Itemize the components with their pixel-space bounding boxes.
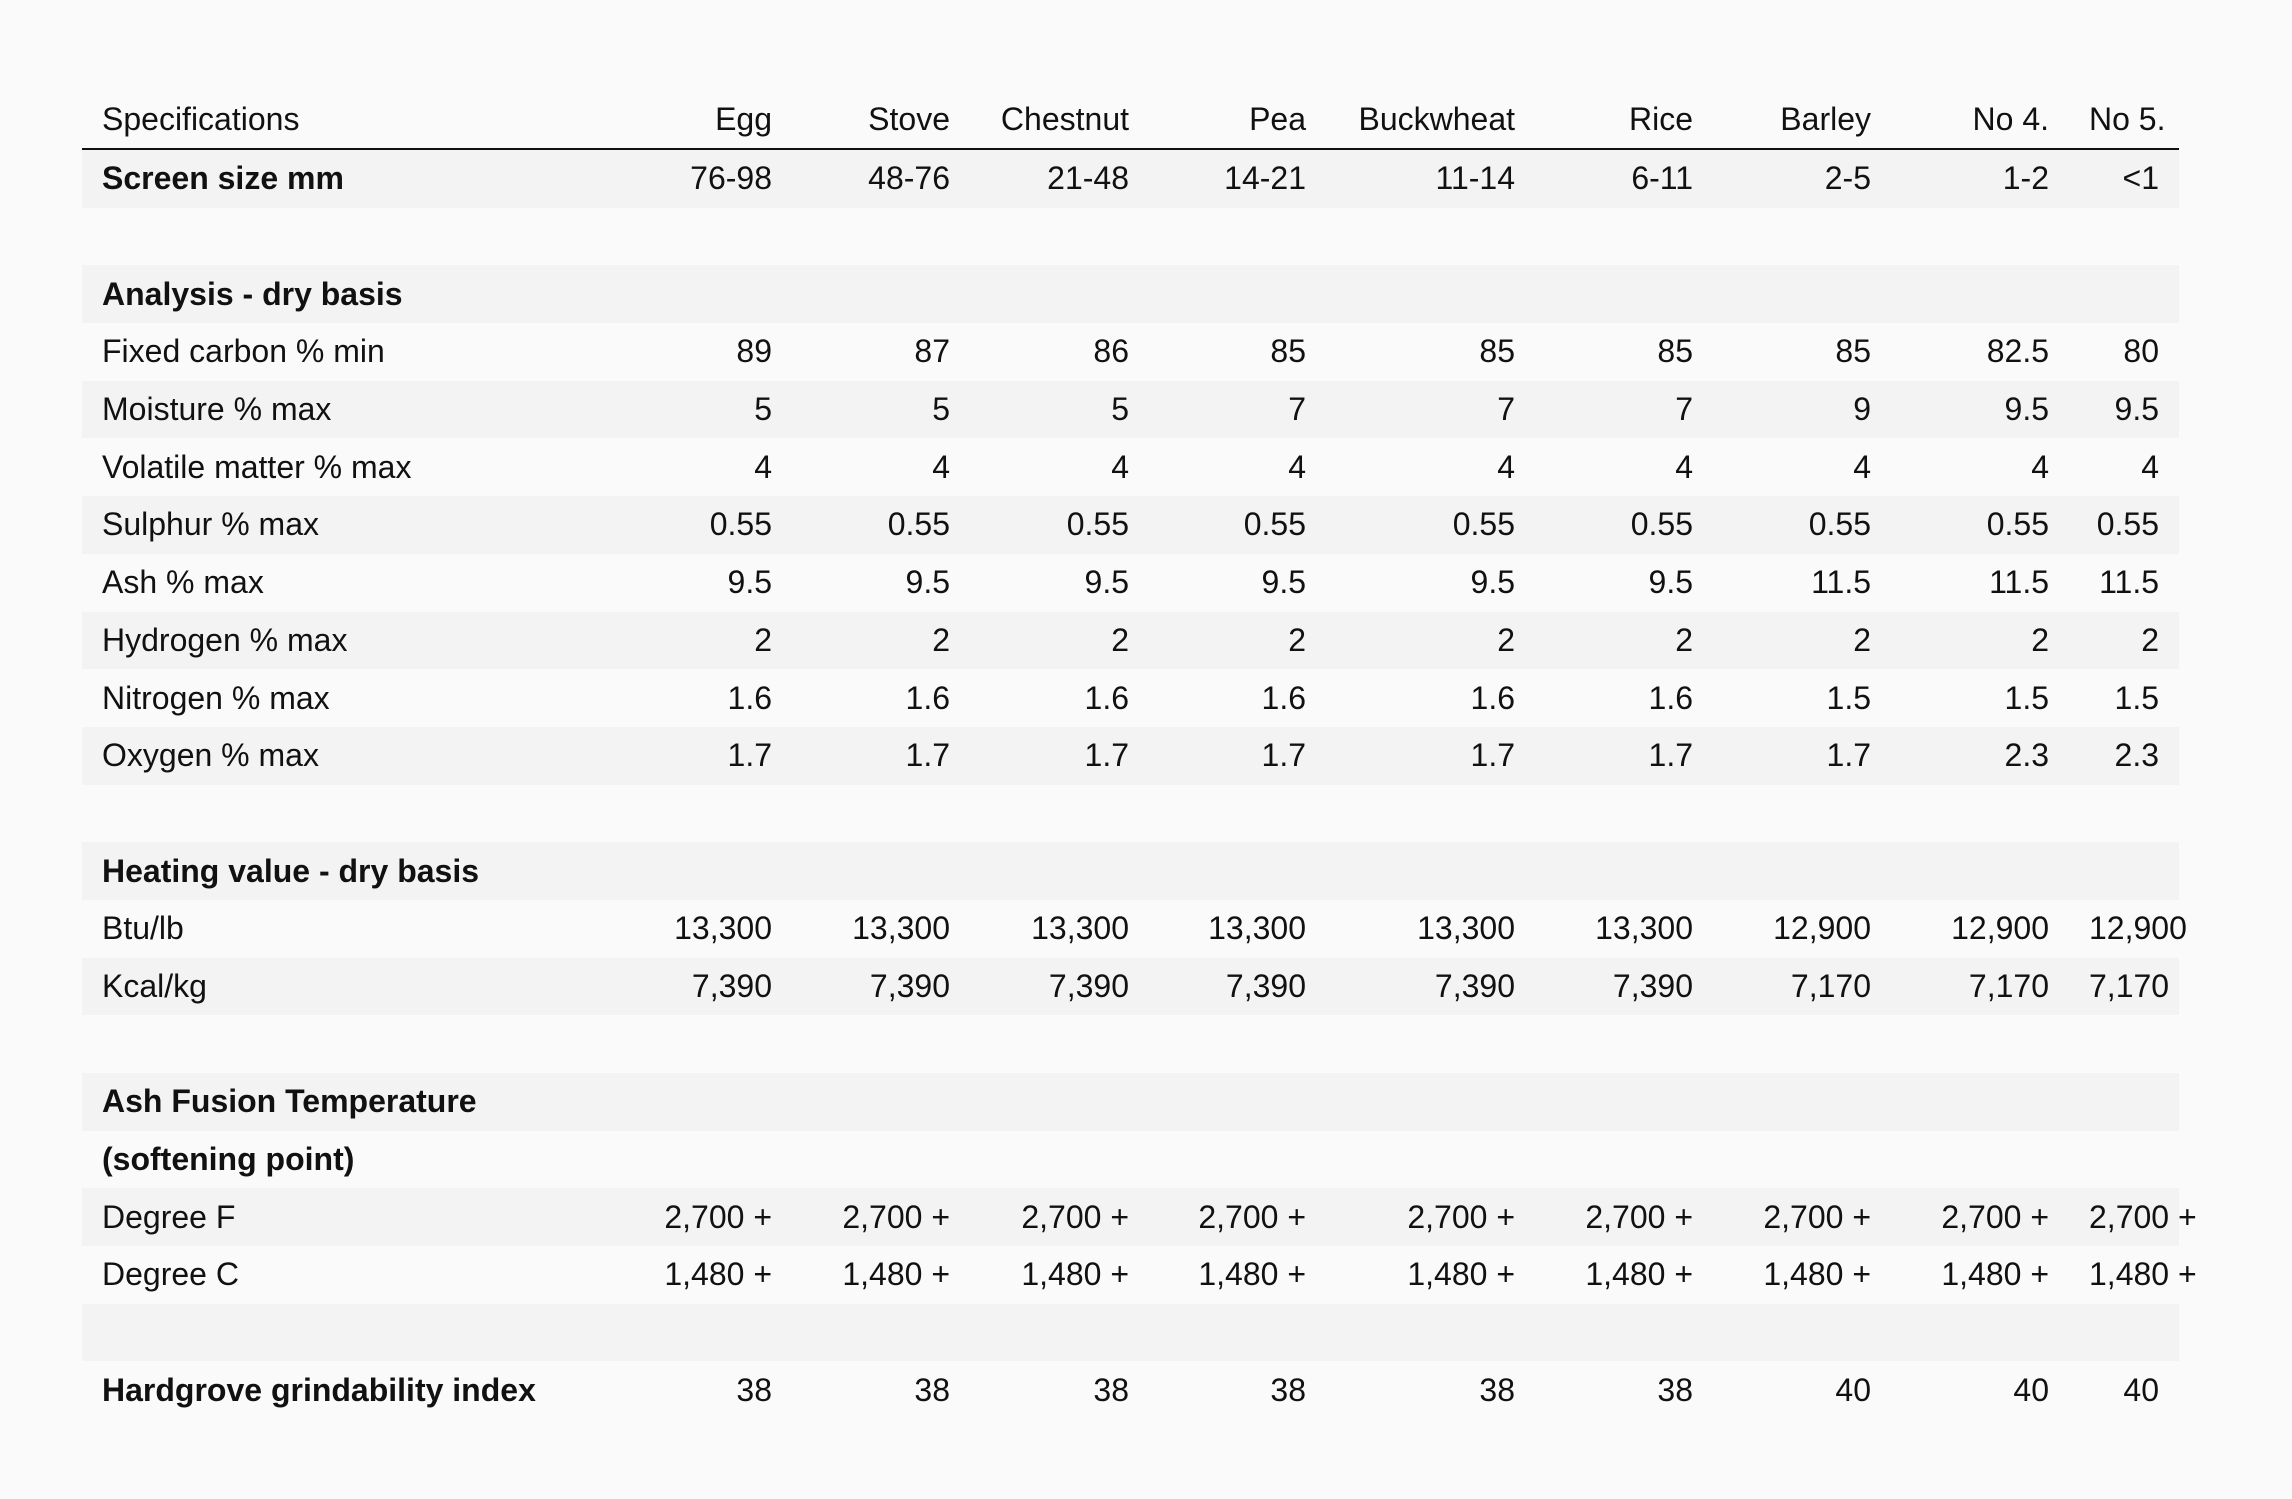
row-label: Hydrogen % max	[82, 612, 578, 670]
section-heading-row	[82, 842, 2179, 900]
table-cell: 85	[1713, 323, 1891, 381]
table-cell: 5	[970, 381, 1149, 439]
table-cell: 11.5	[1713, 554, 1891, 612]
section-heading-row	[82, 265, 2179, 323]
table-cell: 9.5	[1535, 554, 1713, 612]
section-subheading: (softening point)	[82, 1131, 2179, 1189]
table-cell: 7,390	[970, 958, 1149, 1016]
table-cell: 1,480 +	[970, 1246, 1149, 1304]
table-row	[82, 612, 2179, 670]
row-label: Degree F	[82, 1188, 578, 1246]
table-cell: 5	[578, 381, 792, 439]
column-header-pea: Pea	[1149, 90, 1326, 149]
table-cell: 0.55	[578, 496, 792, 554]
table-cell: 0.55	[1713, 496, 1891, 554]
table-cell: 1.6	[792, 669, 970, 727]
table-cell: 7,390	[792, 958, 970, 1016]
column-header-egg: Egg	[578, 90, 792, 149]
table-cell: 9.5	[792, 554, 970, 612]
table-cell: 2	[1535, 612, 1713, 670]
table-cell: 2	[970, 612, 1149, 670]
table-cell: 1,480 +	[578, 1246, 792, 1304]
column-header-barley: Barley	[1713, 90, 1891, 149]
table-cell: 2.3	[1891, 727, 2069, 785]
row-label: Sulphur % max	[82, 496, 578, 554]
table-cell: 2,700 +	[1326, 1188, 1535, 1246]
table-cell: 2	[1149, 612, 1326, 670]
table-cell: 2,700 +	[2069, 1188, 2179, 1246]
table-cell: 40	[1891, 1361, 2069, 1419]
table-cell: 1,480 +	[2069, 1246, 2179, 1304]
table-cell: 1.5	[2069, 669, 2179, 727]
table-row	[82, 438, 2179, 496]
table-cell: 4	[792, 438, 970, 496]
table-cell: 7,390	[578, 958, 792, 1016]
row-label: Volatile matter % max	[82, 438, 578, 496]
table-cell: 12,900	[1713, 900, 1891, 958]
table-cell: 85	[1326, 323, 1535, 381]
table-cell: 38	[1149, 1361, 1326, 1419]
table-cell: 2	[792, 612, 970, 670]
table-cell: 87	[792, 323, 970, 381]
table-cell: 1.7	[578, 727, 792, 785]
table-cell: 1,480 +	[1326, 1246, 1535, 1304]
table-cell: 2	[578, 612, 792, 670]
column-header-buckwheat: Buckwheat	[1326, 90, 1535, 149]
table-cell: 1.6	[1326, 669, 1535, 727]
column-header-no5: No 5.	[2069, 90, 2179, 149]
table-cell: 4	[1326, 438, 1535, 496]
section-heading-row	[82, 1131, 2179, 1189]
column-header-rice: Rice	[1535, 90, 1713, 149]
row-label: Fixed carbon % min	[82, 323, 578, 381]
table-cell: 1.7	[1326, 727, 1535, 785]
table-cell: 1.7	[1535, 727, 1713, 785]
table-row	[82, 381, 2179, 439]
column-header-chestnut: Chestnut	[970, 90, 1149, 149]
table-cell: 2,700 +	[1535, 1188, 1713, 1246]
table-cell: 76-98	[578, 149, 792, 208]
table-cell: 9.5	[1891, 381, 2069, 439]
row-label: Oxygen % max	[82, 727, 578, 785]
table-row	[82, 554, 2179, 612]
table-row	[82, 496, 2179, 554]
table-cell: 1,480 +	[792, 1246, 970, 1304]
table-row	[82, 669, 2179, 727]
table-cell: 4	[578, 438, 792, 496]
table-cell: 4	[1713, 438, 1891, 496]
table-cell: 1.7	[1149, 727, 1326, 785]
row-label: Nitrogen % max	[82, 669, 578, 727]
table-cell: 7,390	[1326, 958, 1535, 1016]
row-label: Screen size mm	[82, 149, 578, 208]
table-cell: 12,900	[1891, 900, 2069, 958]
table-cell: 14-21	[1149, 149, 1326, 208]
table-cell: 38	[578, 1361, 792, 1419]
table-cell: 4	[2069, 438, 2179, 496]
spacer-cell	[82, 785, 2179, 843]
table-cell: 4	[1535, 438, 1713, 496]
table-cell: 7,390	[1535, 958, 1713, 1016]
table-cell: 38	[970, 1361, 1149, 1419]
table-cell: 13,300	[1326, 900, 1535, 958]
spacer-row	[82, 785, 2179, 843]
spacer-row	[82, 1015, 2179, 1073]
table-cell: 1,480 +	[1891, 1246, 2069, 1304]
table-cell: 1.6	[578, 669, 792, 727]
table-cell: 0.55	[1891, 496, 2069, 554]
table-cell: 0.55	[1326, 496, 1535, 554]
table-cell: 7,170	[1713, 958, 1891, 1016]
section-heading: Ash Fusion Temperature	[82, 1073, 2179, 1131]
table-cell: 1.5	[1713, 669, 1891, 727]
row-label: Btu/lb	[82, 900, 578, 958]
table-cell: 7,170	[1891, 958, 2069, 1016]
table-cell: 7,390	[1149, 958, 1326, 1016]
table-cell: 1.6	[970, 669, 1149, 727]
section-heading: Heating value - dry basis	[82, 842, 2179, 900]
table-cell: 1.7	[970, 727, 1149, 785]
row-label: Ash % max	[82, 554, 578, 612]
table-cell: 4	[1891, 438, 2069, 496]
column-header-stove: Stove	[792, 90, 970, 149]
table-cell: 11.5	[2069, 554, 2179, 612]
table-cell: 4	[970, 438, 1149, 496]
table-cell: 9.5	[578, 554, 792, 612]
table-cell: 2,700 +	[1891, 1188, 2069, 1246]
table-cell: 1.6	[1535, 669, 1713, 727]
spacer-cell	[82, 208, 2179, 266]
column-header-specifications: Specifications	[82, 90, 578, 149]
table-cell: 9	[1713, 381, 1891, 439]
table-cell: 48-76	[792, 149, 970, 208]
row-label: Kcal/kg	[82, 958, 578, 1016]
table-cell: 13,300	[1535, 900, 1713, 958]
table-cell: 0.55	[1149, 496, 1326, 554]
table-cell: 7,170	[2069, 958, 2179, 1016]
table-row	[82, 1361, 2179, 1419]
table-cell: 7	[1535, 381, 1713, 439]
table-row	[82, 727, 2179, 785]
spacer-row	[82, 1304, 2179, 1362]
table-cell: 4	[1149, 438, 1326, 496]
table-row	[82, 1188, 2179, 1246]
table-cell: 2,700 +	[1149, 1188, 1326, 1246]
column-header-no4: No 4.	[1891, 90, 2069, 149]
table-cell: <1	[2069, 149, 2179, 208]
row-label: Hardgrove grindability index	[82, 1361, 578, 1419]
table-cell: 1,480 +	[1713, 1246, 1891, 1304]
table-cell: 7	[1326, 381, 1535, 439]
table-cell: 9.5	[1326, 554, 1535, 612]
table-row	[82, 958, 2179, 1016]
table-cell: 2-5	[1713, 149, 1891, 208]
table-cell: 2	[1891, 612, 2069, 670]
specifications-sheet	[82, 90, 2197, 1419]
table-cell: 2,700 +	[1713, 1188, 1891, 1246]
table-cell: 38	[1535, 1361, 1713, 1419]
row-label: Moisture % max	[82, 381, 578, 439]
section-heading: Analysis - dry basis	[82, 265, 2179, 323]
table-cell: 85	[1149, 323, 1326, 381]
table-cell: 7	[1149, 381, 1326, 439]
row-label: Degree C	[82, 1246, 578, 1304]
table-row	[82, 323, 2179, 381]
table-cell: 1,480 +	[1535, 1246, 1713, 1304]
table-cell: 1-2	[1891, 149, 2069, 208]
spacer-cell	[82, 1304, 2179, 1362]
table-row	[82, 1246, 2179, 1304]
table-cell: 2	[1326, 612, 1535, 670]
table-cell: 82.5	[1891, 323, 2069, 381]
table-cell: 1.7	[792, 727, 970, 785]
table-row	[82, 900, 2179, 958]
table-row	[82, 149, 2179, 208]
header-row	[82, 90, 2179, 149]
table-cell: 86	[970, 323, 1149, 381]
table-cell: 1.7	[1713, 727, 1891, 785]
table-cell: 0.55	[970, 496, 1149, 554]
table-cell: 6-11	[1535, 149, 1713, 208]
table-cell: 1,480 +	[1149, 1246, 1326, 1304]
table-cell: 5	[792, 381, 970, 439]
table-cell: 9.5	[970, 554, 1149, 612]
table-cell: 2,700 +	[792, 1188, 970, 1246]
table-cell: 1.5	[1891, 669, 2069, 727]
spacer-cell	[82, 1015, 2179, 1073]
table-cell: 0.55	[1535, 496, 1713, 554]
table-cell: 9.5	[2069, 381, 2179, 439]
table-cell: 89	[578, 323, 792, 381]
table-cell: 2	[2069, 612, 2179, 670]
table-cell: 0.55	[792, 496, 970, 554]
table-cell: 13,300	[970, 900, 1149, 958]
table-cell: 11-14	[1326, 149, 1535, 208]
table-cell: 38	[1326, 1361, 1535, 1419]
table-cell: 13,300	[578, 900, 792, 958]
table-cell: 40	[1713, 1361, 1891, 1419]
table-cell: 2.3	[2069, 727, 2179, 785]
table-cell: 85	[1535, 323, 1713, 381]
table-cell: 13,300	[792, 900, 970, 958]
table-cell: 38	[792, 1361, 970, 1419]
coal-specifications-table	[82, 90, 2197, 1419]
table-cell: 2,700 +	[578, 1188, 792, 1246]
table-cell: 80	[2069, 323, 2179, 381]
table-cell: 40	[2069, 1361, 2179, 1419]
table-cell: 1.6	[1149, 669, 1326, 727]
spacer-row	[82, 208, 2179, 266]
table-cell: 0.55	[2069, 496, 2179, 554]
section-heading-row	[82, 1073, 2179, 1131]
table-cell: 12,900	[2069, 900, 2179, 958]
table-cell: 11.5	[1891, 554, 2069, 612]
table-cell: 13,300	[1149, 900, 1326, 958]
table-cell: 21-48	[970, 149, 1149, 208]
table-cell: 9.5	[1149, 554, 1326, 612]
table-cell: 2,700 +	[970, 1188, 1149, 1246]
table-cell: 2	[1713, 612, 1891, 670]
